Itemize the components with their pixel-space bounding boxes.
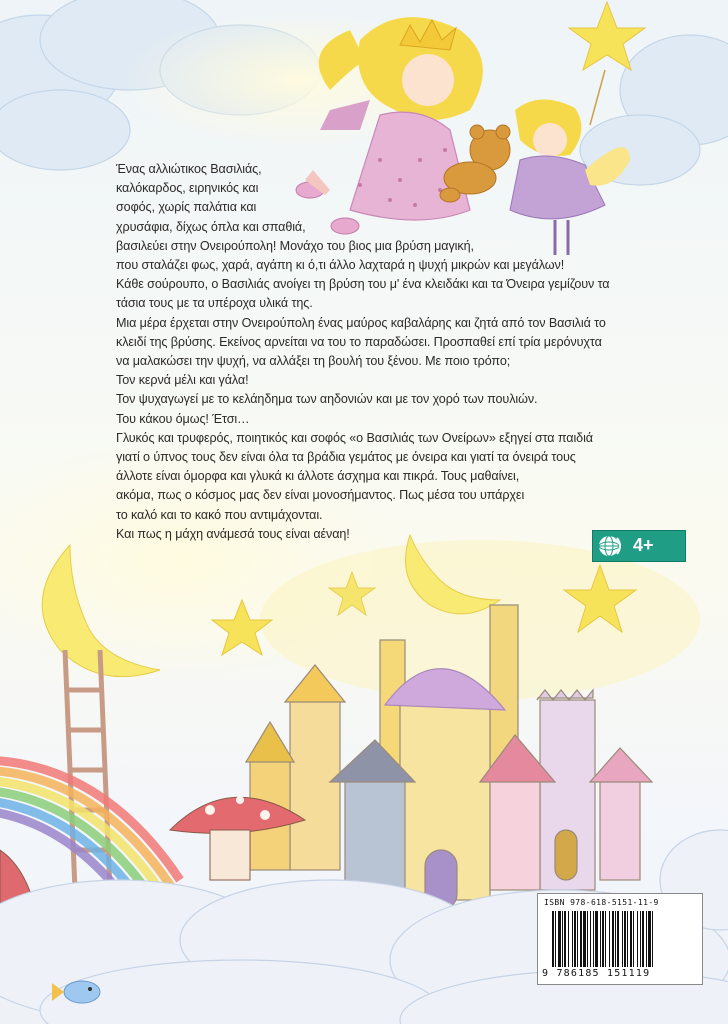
blurb-line: Ένας αλλιώτικος Βασιλιάς,: [116, 162, 262, 176]
barcode-bar: [640, 911, 641, 967]
age-label: 4+: [633, 535, 654, 555]
blurb-line: Μια μέρα έρχεται στην Ονειρούπολη ένας μαύρος καβαλάρης και ζητά από τον Βασιλιά το: [116, 315, 606, 330]
blurb-line: το καλό και το κακό που αντιμάχονται.: [116, 507, 323, 522]
blurb-line: τάσια τους με τα υπέροχα υλικά της.: [116, 296, 313, 311]
blurb-line: σοφός, χωρίς παλάτια και: [116, 200, 257, 215]
barcode-bar: [609, 911, 610, 967]
barcode-bar: [622, 911, 623, 967]
blurb-line: Του κάκου όμως! Έτσι…: [116, 411, 250, 426]
barcode-bar: [615, 911, 616, 967]
blurb-line: άλλοτε είναι όμορφα και γλυκά κι άλλοτε άσχημα και πικρά. Τους μαθαίνει,: [116, 469, 520, 484]
blurb-line: Γλυκός και τρυφερός, ποιητικός και σοφός «ο Βασιλιάς των Ονείρων» εξηγεί στα παιδιά: [116, 430, 593, 445]
barcode-bar: [595, 911, 598, 967]
barcode-number: 9 786185 151119: [542, 968, 651, 979]
barcode-bar: [633, 911, 634, 967]
barcode-bar: [558, 911, 561, 967]
barcode-bar: [652, 911, 653, 967]
blurb-line: Κάθε σούρουπο, ο Βασιλιάς ανοίγει τη βρύση του μ' ένα κλειδάκι και τα Όνειρα γεμίζουν τα: [116, 277, 610, 292]
barcode-bar: [600, 911, 601, 967]
age-rating-badge: [592, 530, 686, 562]
barcode-bar: [602, 911, 604, 967]
blurb-line: καλόκαρδος, ειρηνικός και: [116, 181, 259, 196]
barcode-bar: [580, 911, 582, 967]
barcode-bar: [648, 911, 651, 967]
globe-logo-icon: [597, 534, 623, 558]
blurb-line: κλειδί της βρύσης. Εκείνος αρνείται να του το παραδώσει. Προσπαθεί επί τρία μερόνυχτα: [116, 334, 602, 349]
barcode-bar: [593, 911, 594, 967]
barcode-bar: [646, 911, 647, 967]
barcode-bar: [637, 911, 638, 967]
barcode-bar: [555, 911, 556, 967]
barcode-bar: [568, 911, 569, 967]
barcode-bar: [572, 911, 573, 967]
barcode-bar: [574, 911, 576, 967]
barcode-bar: [562, 911, 563, 967]
barcode-bar: [590, 911, 591, 967]
blurb-line: Και πως η μάχη ανάμεσά τους είναι αέναη!: [116, 526, 350, 541]
barcode-bar: [564, 911, 566, 967]
isbn-barcode: [537, 893, 703, 985]
barcode-bar: [612, 911, 614, 967]
blurb-line: Τον κερνά μέλι και γάλα!: [116, 373, 249, 388]
blurb-line: γιατί ο ύπνος τους δεν είναι όλα τα βράδια γεμάτος με όνειρα και γιατί τα όνειρά τους: [116, 450, 576, 465]
blurb-line: να μαλακώσει την ψυχή, να αλλάξει τη βουλή του ξένου. Με ποιο τρόπο;: [116, 354, 511, 369]
blurb-line: ακόμα, πως ο κόσμος μας δεν είναι μονοσήμαντος. Πως μέσα του υπάρχει: [116, 488, 525, 503]
barcode-bars: [552, 911, 692, 967]
barcode-bar: [605, 911, 606, 967]
blurb-line: Τον ψυχαγωγεί με το κελάηδημα των αηδονιών και με τον χορό των πουλιών.: [116, 392, 538, 407]
blurb-line: βασιλεύει στην Ονειρούπολη! Μονάχο του βιος μια βρύση μαγική,: [116, 238, 474, 253]
barcode-bar: [627, 911, 628, 967]
barcode-bar: [587, 911, 588, 967]
barcode-bar: [552, 911, 554, 967]
isbn-label: ISBN 978-618-5151-11-9: [544, 898, 659, 907]
blurb-line: χρυσάφια, δίχως όπλα και σπαθιά,: [116, 219, 306, 234]
barcode-bar: [617, 911, 619, 967]
barcode-bar: [630, 911, 632, 967]
barcode-bar: [624, 911, 626, 967]
back-cover-blurb: [116, 160, 636, 544]
barcode-bar: [642, 911, 644, 967]
blurb-line: που σταλάζει φως, χαρά, αγάπη κι ό,τι άλλο λαχταρά η ψυχή μικρών και μεγάλων!: [116, 258, 565, 273]
barcode-bar: [577, 911, 578, 967]
barcode-bar: [583, 911, 586, 967]
